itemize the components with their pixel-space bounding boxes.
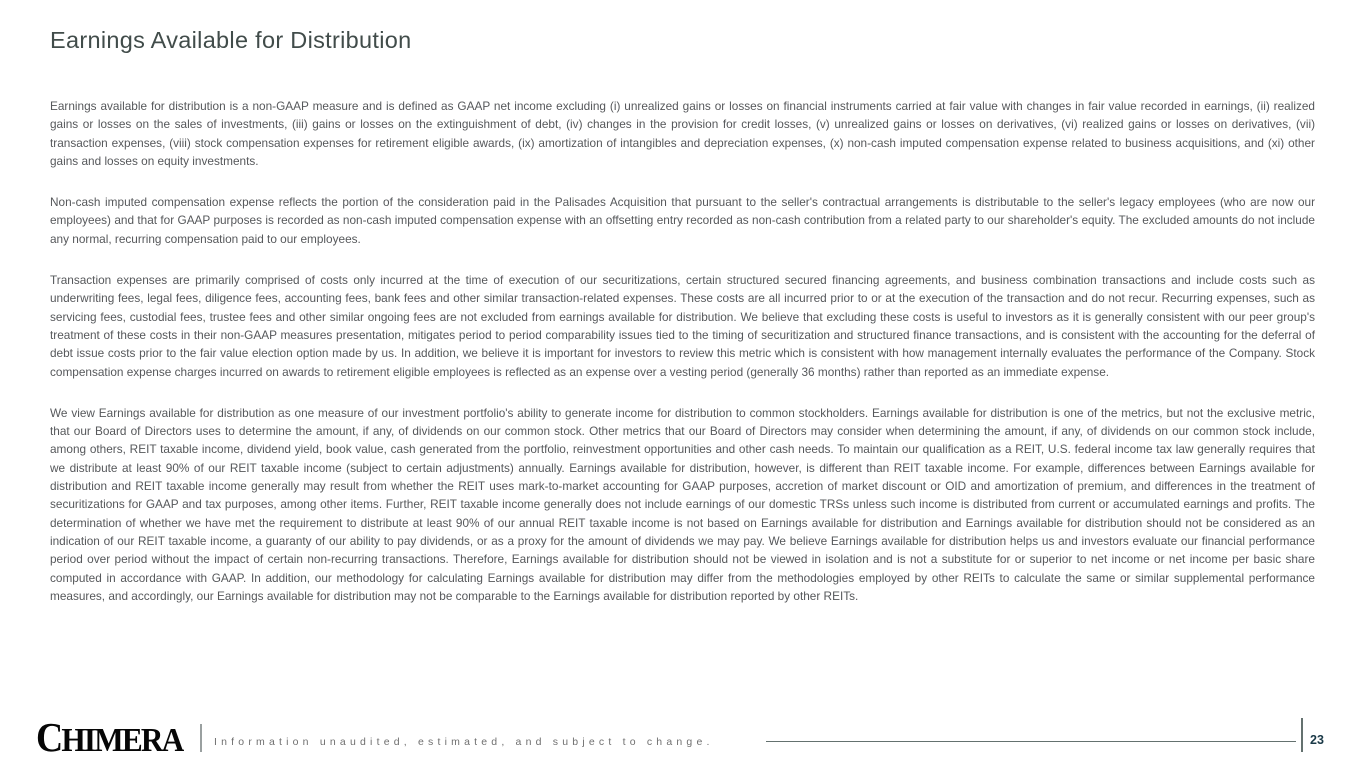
paragraph-transaction-expenses: Transaction expenses are primarily comprised of costs only incurred at the time of execution of our securitizations, certain structured secured financing agreements, and business combination transactions and include costs such as underwriting fees, legal fees, diligence fees, accounting fees, bank fees and other similar transaction-related expenses. These costs are all incurred prior to or at the execution of the transaction and do not recur. Recurring expenses, such as servicing fees, custodial fees, trustee fees and other similar ongoing fees are not excluded from earnings available for distribution. We believe that excluding these costs is useful to investors as it is generally consistent with our peer group's treatment of these costs in their non-GAAP measures presentation, mitigates period to period comparability issues tied to the timing of securitization and structured finance transactions, and is consistent with the accounting for the deferral of debt issue costs prior to the fair value election option made by us. In addition, we believe it is important for investors to review this metric which is consistent with how management internally evaluates the performance of the Company. Stock compensation expense charges incurred on awards to retirement eligible employees is reflected as an expense over a vesting period (generally 36 months) rather than reported as an immediate expense. — [50, 273, 1315, 379]
page-number: 23 — [1310, 733, 1324, 747]
paragraph-definition: Earnings available for distribution is a non-GAAP measure and is defined as GAAP net income excluding (i) unrealized gains or losses on financial instruments carried at fair value with changes in fair value recorded in earnings, (ii) realized gains or losses on the sales of investments, (iii) gains or losses on the extinguishment of debt, (iv) changes in the provision for credit losses, (v) unrealized gains or losses on derivatives, (vi) realized gains or losses on derivatives, (vii) transaction expenses, (viii) stock compensation expenses for retirement eligible awards, (ix) amortization of intangibles and depreciation expenses, (x) non-cash imputed compensation expense related to business acquisitions, and (xi) other gains and losses on equity investments. — [50, 99, 1315, 168]
paragraph-ead-view: We view Earnings available for distribution as one measure of our investment portfolio's ability to generate income for distribution to common stockholders. Earnings available for distribution is one of the metrics, but not the exclusive metric, that our Board of Directors uses to determine the amount, if any, of dividends on our common stock. Other metrics that our Board of Directors may consider when determining the amount, if any, of dividends on our common stock include, among others, REIT taxable income, dividend yield, book value, cash generated from the portfolio, reinvestment opportunities and other cash needs. To maintain our qualification as a REIT, U.S. federal income tax law generally requires that we distribute at least 90% of our REIT taxable income (subject to certain adjustments) annually. Earnings available for distribution, however, is different than REIT taxable income. For example, differences between Earnings available for distribution and REIT taxable income generally may result from whether the REIT uses mark-to-market accounting for GAAP purposes, accretion of market discount or OID and amortization of premium, and differences in the treatment of securitizations for GAAP and tax purposes, among other items. Further, REIT taxable income generally does not include earnings of our domestic TRSs unless such income is distributed from current or accumulated earnings and profits. The determination of whether we have met the requirement to distribute at least 90% of our annual REIT taxable income is not based on Earnings available for distribution and Earnings available for distribution should not be considered as an indication of our REIT taxable income, a guaranty of our ability to pay dividends, or as a proxy for the amount of dividends we may pay. We believe Earnings available for distribution helps us and investors evaluate our financial performance period over period without the impact of certain non-recurring transactions. Therefore, Earnings available for distribution should not be viewed in isolation and is not a substitute for or superior to net income or net income per basic share computed in accordance with GAAP. In addition, our methodology for calculating Earnings available for distribution may differ from the methodologies employed by other REITs to calculate the same or similar supplemental performance measures, and accordingly, our Earnings available for distribution may not be comparable to the Earnings available for distribution reported by other REITs. — [50, 405, 1315, 603]
slide-body — [50, 97, 1315, 628]
footer-logo-divider — [200, 724, 202, 752]
page-title: Earnings Available for Distribution — [50, 27, 412, 53]
chimera-logo: CHIMERA — [36, 714, 183, 760]
paragraph-non-cash-imputed-compensation: Non-cash imputed compensation expense reflects the portion of the consideration paid in the Palisades Acquisition that pursuant to the seller's contractual arrangements is distributable to the seller's legacy employees (who are now our employees) and that for GAAP purposes is recorded as non-cash imputed compensation expense with an offsetting entry recorded as non-cash contribution from a related party to our shareholder's equity. The excluded amounts do not include any normal, recurring compensation paid to our employees. — [50, 195, 1315, 246]
footer-disclaimer: Information unaudited, estimated, and subject to change. — [214, 736, 714, 748]
page-number-divider — [1301, 718, 1303, 752]
footer-horizontal-rule — [766, 741, 1296, 742]
